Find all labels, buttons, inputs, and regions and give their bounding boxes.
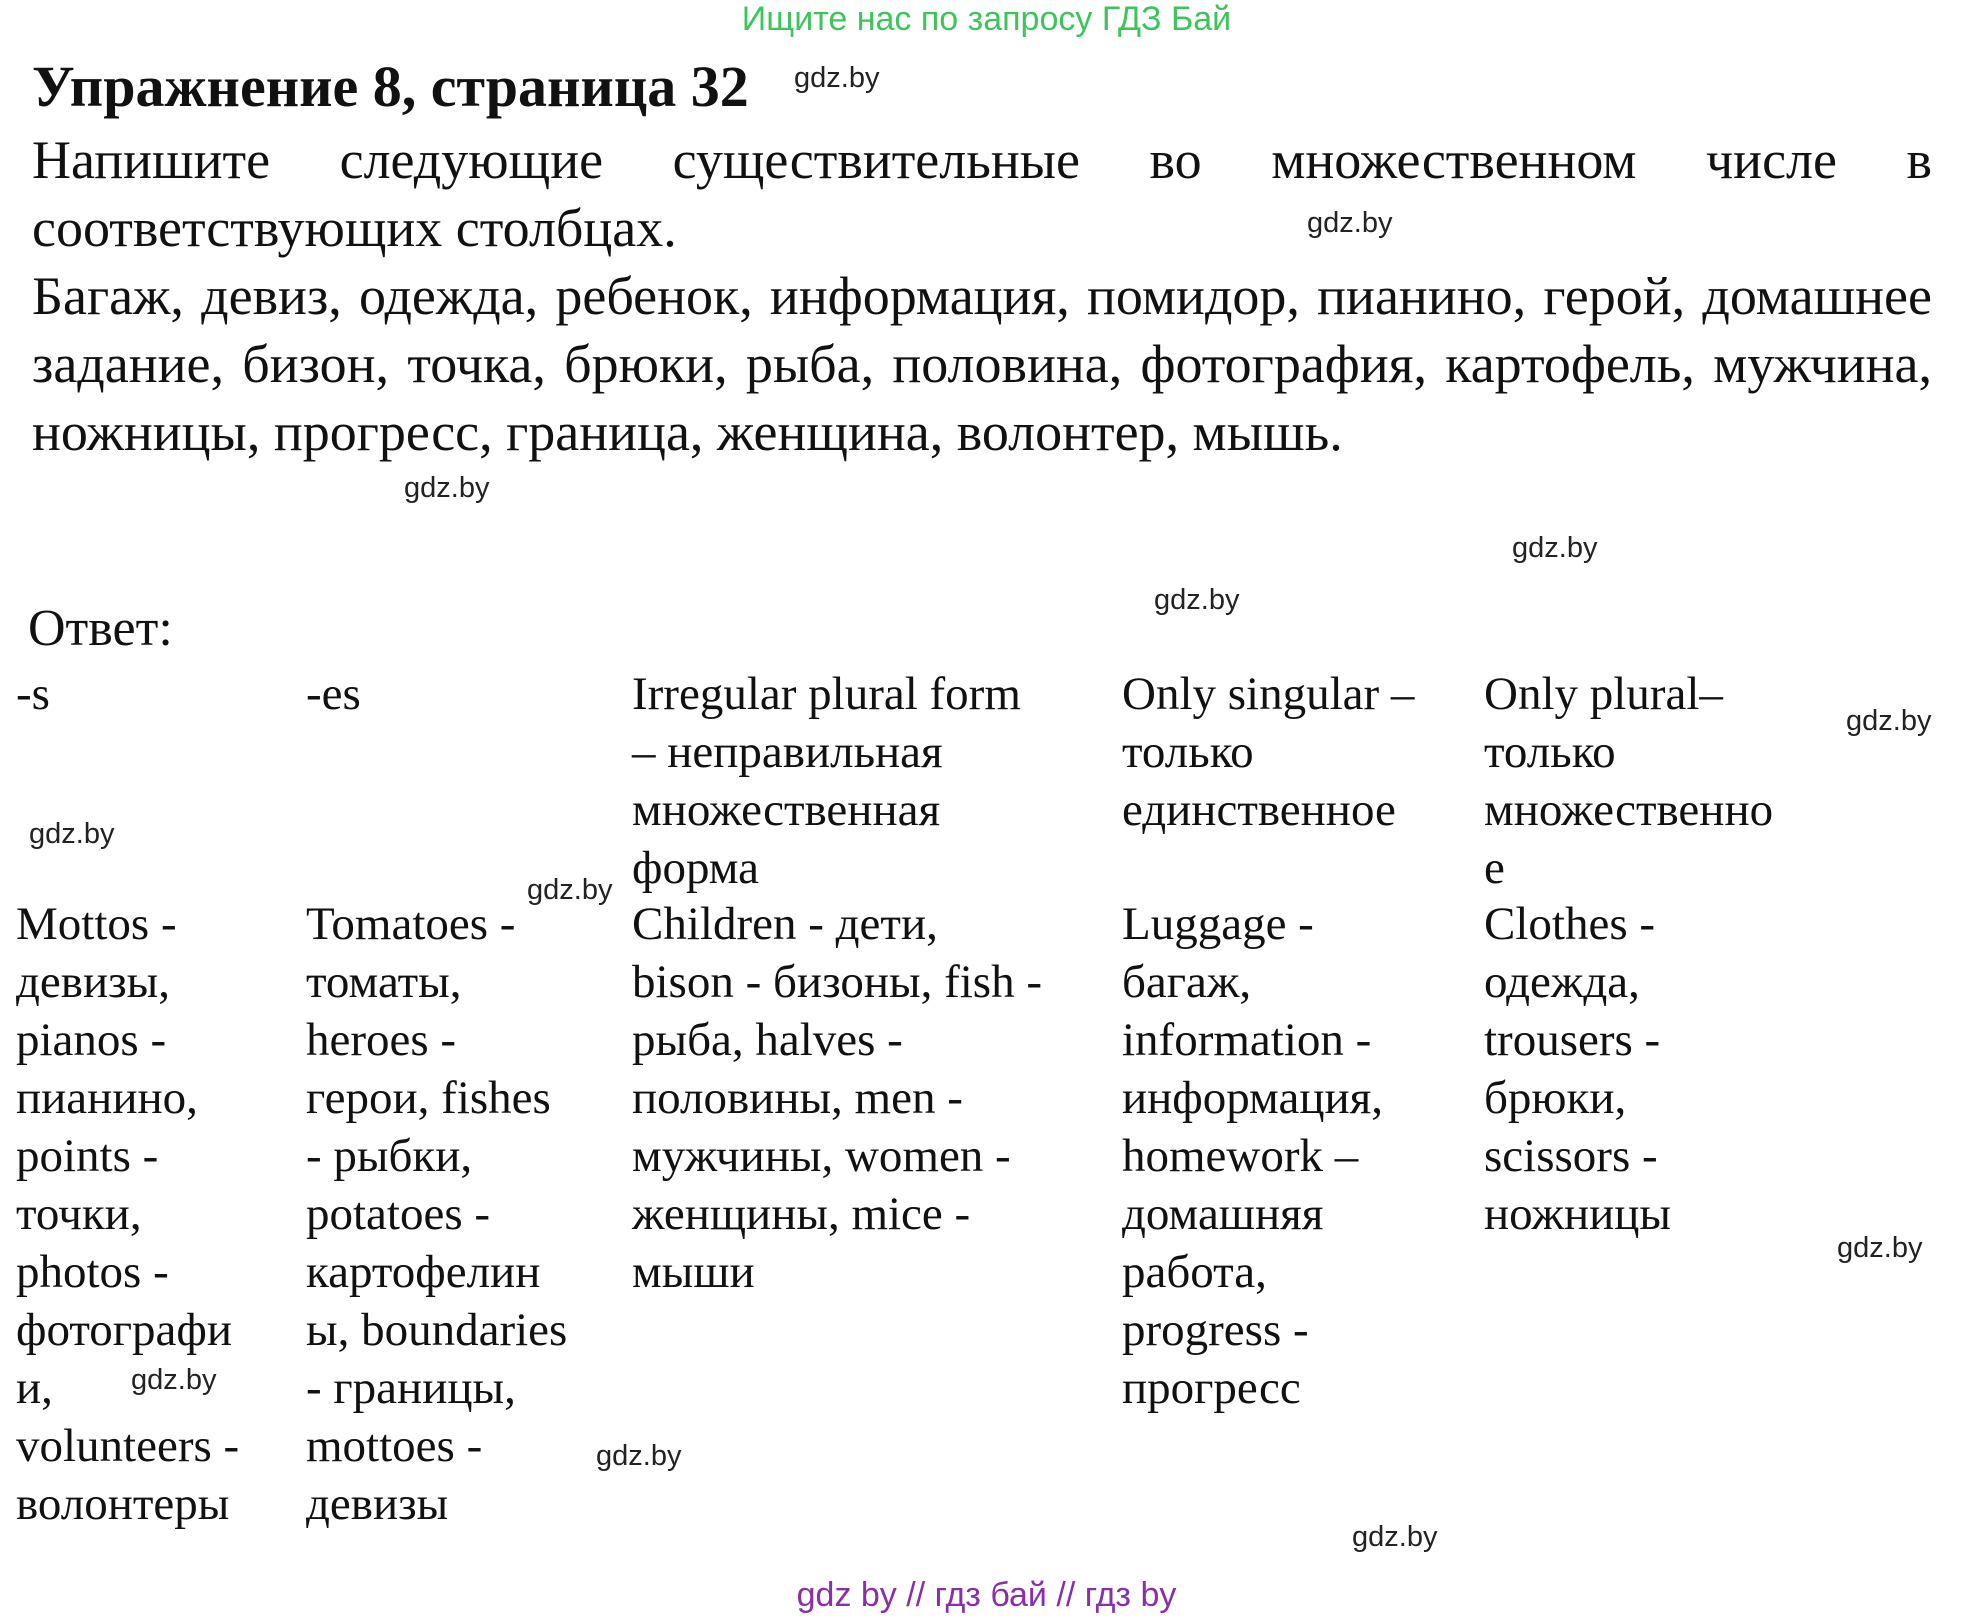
column-header-only-singular: Only singular – только единственное <box>1122 668 1415 836</box>
column-content-irregular: Children - дети, bison - бизоны, fish - рыба, halves - половины, men - мужчины, women - женщины, mice - мыши <box>632 898 1042 1298</box>
column-header-only-plural: Only plural– только множественно е <box>1484 668 1774 894</box>
top-banner-link[interactable]: Ищите нас по запросу ГДЗ Бай <box>741 0 1232 38</box>
watermark: gdz.by <box>1154 584 1240 616</box>
column-content-s: Mottos - девизы, pianos - пианино, points - точки, photos - фотографи и, volunteers - волонтеры <box>16 898 240 1530</box>
column-content-es: Tomatoes - томаты, heroes - герои, fishes - рыбки, potatoes - картофелин ы, boundaries - границы, mottoes - девизы <box>306 898 568 1530</box>
column-header-irregular: Irregular plural form – неправильная множественная форма <box>632 668 1021 894</box>
column-header-es: -es <box>306 668 361 720</box>
watermark: gdz.by <box>1352 1521 1438 1553</box>
watermark: gdz.by <box>794 62 880 94</box>
watermark: gdz.by <box>404 472 490 504</box>
watermark: gdz.by <box>29 818 115 850</box>
answer-label: Ответ: <box>28 600 173 657</box>
watermark: gdz.by <box>1512 532 1598 564</box>
watermark: gdz.by <box>1846 705 1932 737</box>
word-list: Багаж, девиз, одежда, ребенок, информация, помидор, пианино, герой, домашнее задание, бизон, точка, брюки, рыба, половина, фотография, картофель, мужчина, ножницы, прогресс, граница, женщина, волонтер, мышь. <box>32 266 1932 462</box>
bottom-banner-link[interactable]: gdz by // гдз бай // гдз by <box>796 1576 1177 1614</box>
watermark: gdz.by <box>131 1364 217 1396</box>
column-header-s: -s <box>16 668 50 720</box>
watermark: gdz.by <box>527 874 613 906</box>
column-content-only-plural: Clothes - одежда, trousers - брюки, scissors - ножницы <box>1484 898 1671 1240</box>
watermark: gdz.by <box>1837 1232 1923 1264</box>
task-instruction: Напишите следующие существительные во множественном числе в соответствующих столбцах. <box>32 130 1932 258</box>
column-content-only-singular: Luggage - багаж, information - информация, homework – домашняя работа, progress - прогресс <box>1122 898 1384 1414</box>
page-title: Упражнение 8, страница 32 <box>32 54 749 119</box>
watermark: gdz.by <box>596 1440 682 1472</box>
watermark: gdz.by <box>1307 207 1393 239</box>
